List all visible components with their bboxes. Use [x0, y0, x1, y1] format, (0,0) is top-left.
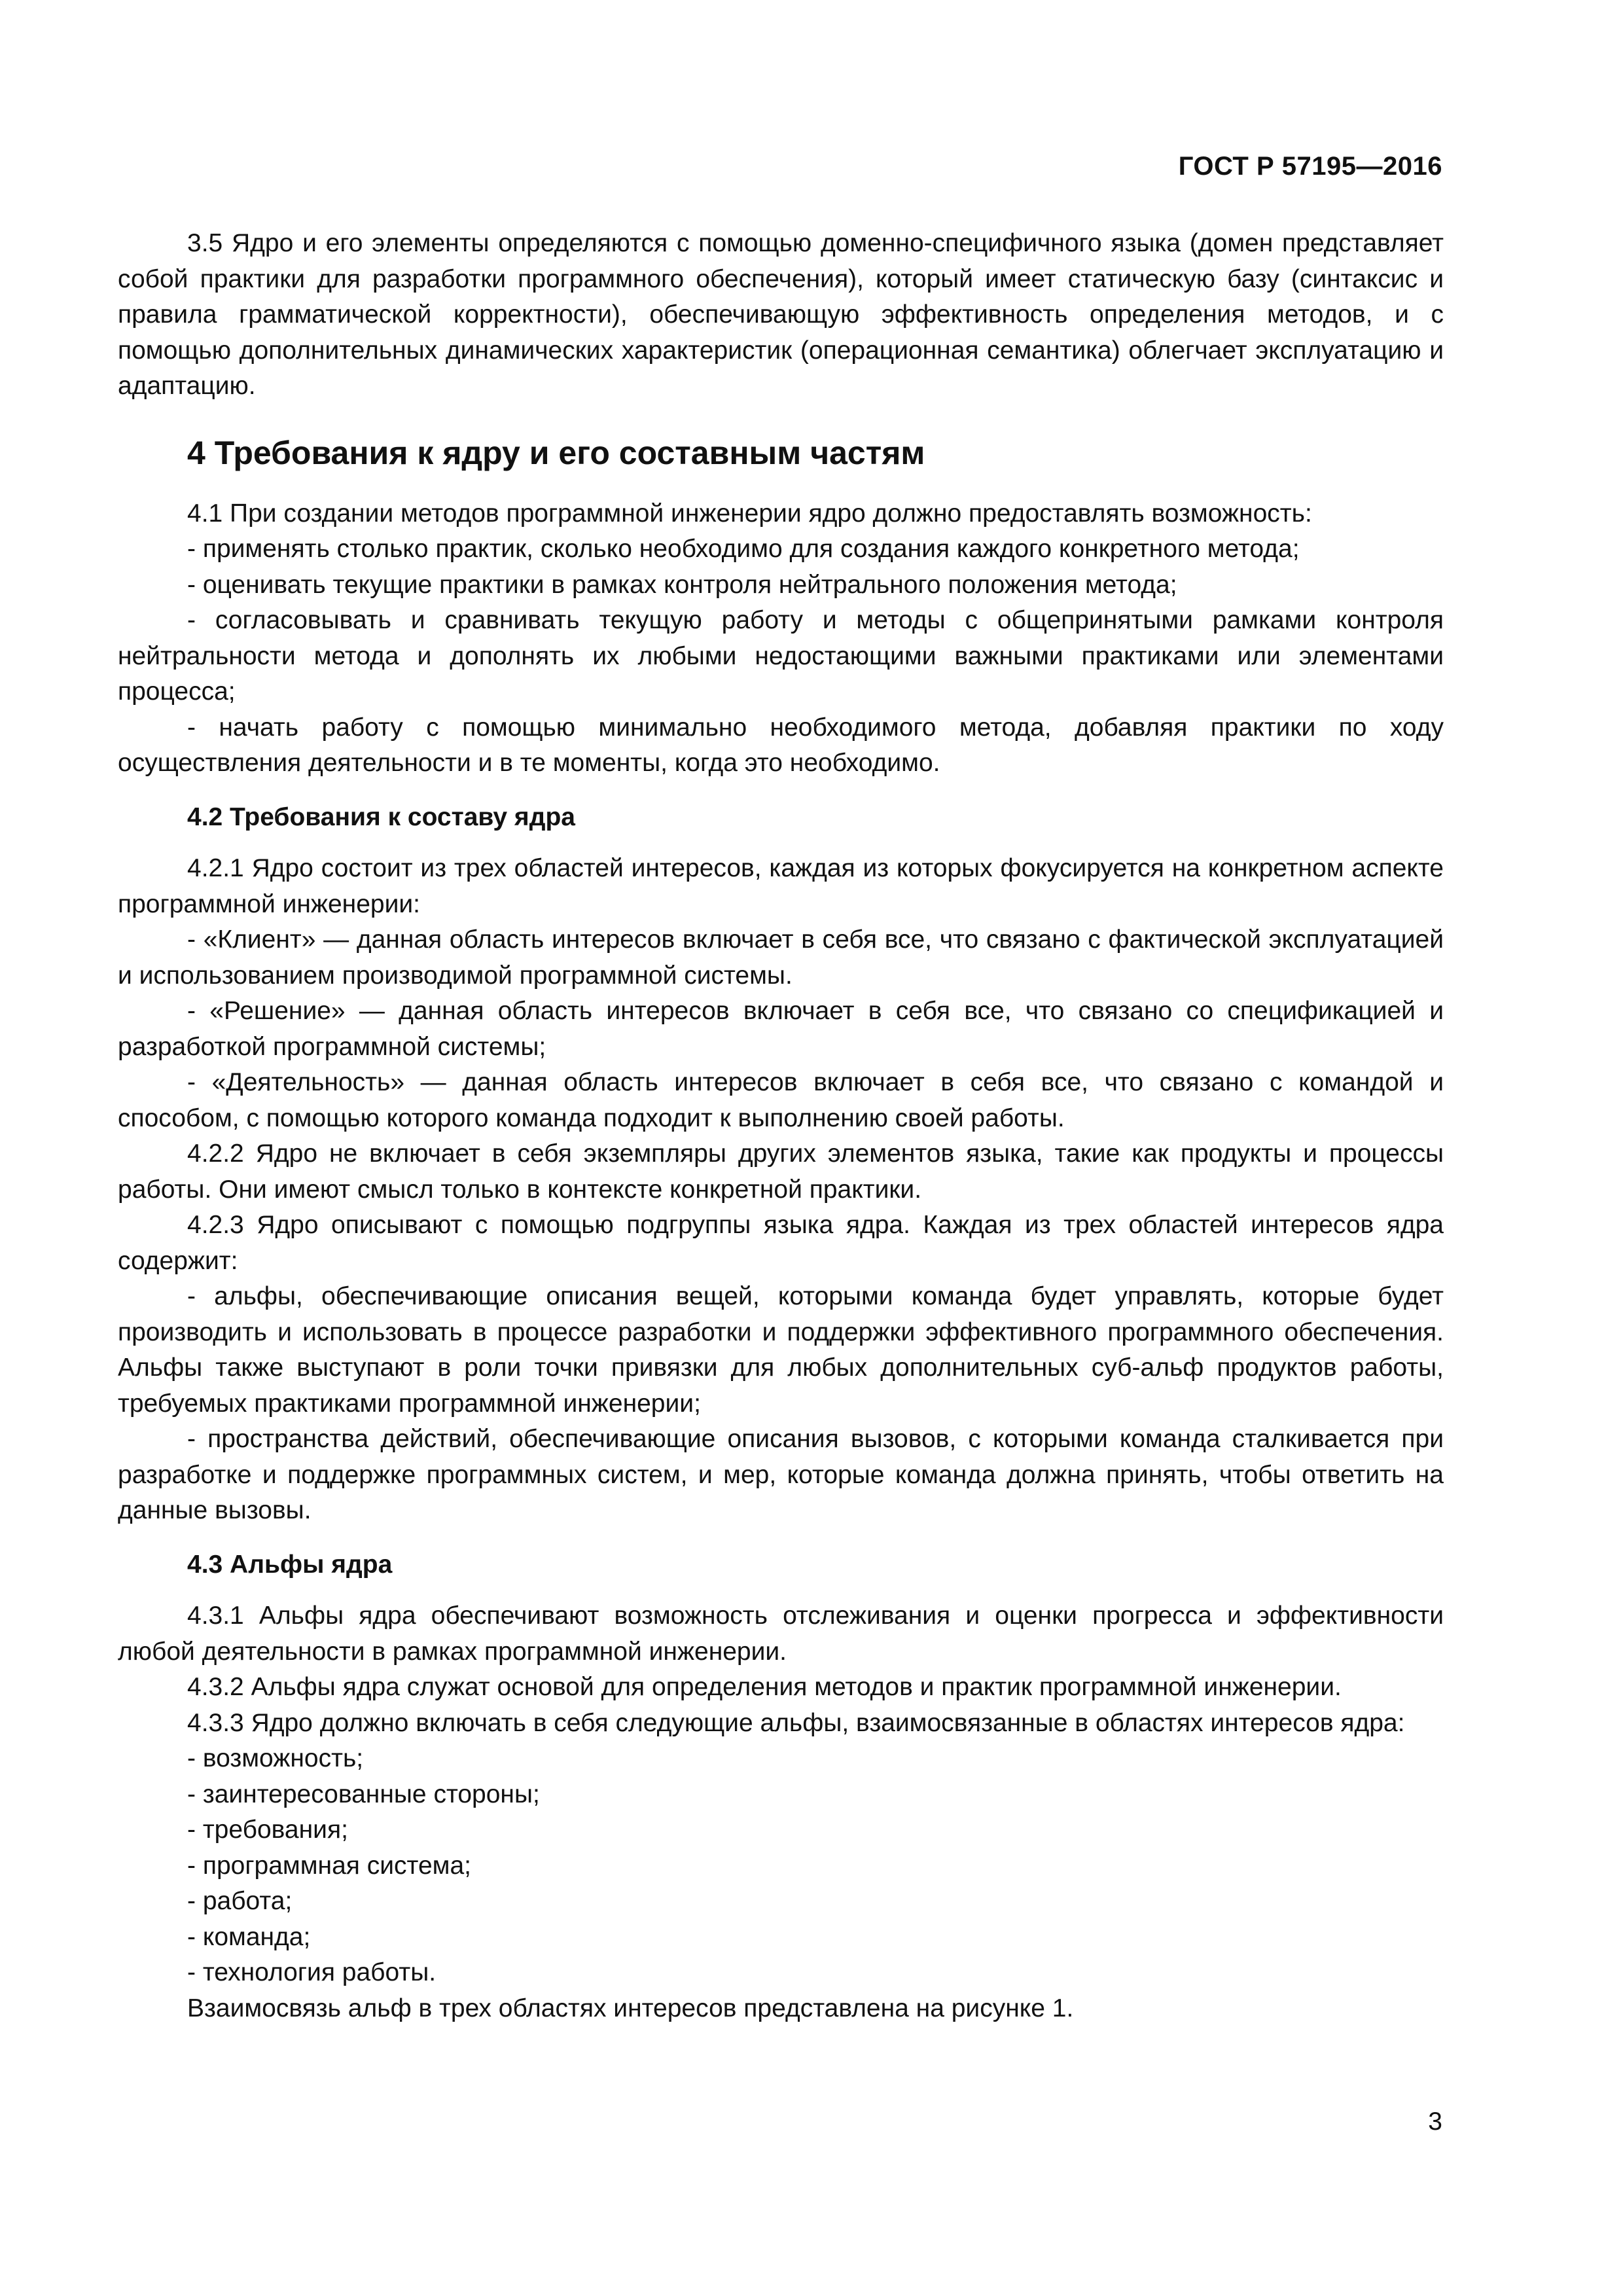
- list-item: - «Деятельность» — данная область интересов включает в себя все, что связано с командой и способом, с помощью которого команда подходит к выполнению своей работы.: [118, 1068, 1444, 1132]
- page-content: [118, 226, 1444, 2026]
- list-item: - требования;: [187, 1816, 348, 1844]
- list-item: - заинтересованные стороны;: [187, 1780, 540, 1808]
- paragraph-4-2-1: 4.2.1 Ядро состоит из трех областей интересов, каждая из которых фокусируется на конкретном аспекте программной инженерии:: [118, 854, 1444, 918]
- paragraph-3-5: 3.5 Ядро и его элементы определяются с помощью доменно-специфичного языка (домен представляет собой практики для разработки программного обеспечения), который имеет статическую базу (синтаксис и правила грамматической корректности), обеспечивающую эффективность определения методов, и с помощью дополнительных динамических характеристик (операционная семантика) облегчает эксплуатацию и адаптацию.: [118, 229, 1444, 400]
- list-item: - «Решение» — данная область интересов включает в себя все, что связано со спецификацией и разработкой программной системы;: [118, 997, 1444, 1061]
- list-item: - программная система;: [187, 1851, 471, 1880]
- list-item: - пространства действий, обеспечивающие описания вызовов, с которыми команда сталкивается при разработке и поддержке программных систем, и мер, которые команда должна принять, чтобы ответить на данные вызовы.: [118, 1425, 1444, 1524]
- paragraph-4-3-2: 4.3.2 Альфы ядра служат основой для определения методов и практик программной инженерии.: [187, 1673, 1342, 1701]
- paragraph-4-1: 4.1 При создании методов программной инженерии ядро должно предоставлять возможность:: [187, 499, 1312, 528]
- list-item: - работа;: [187, 1887, 293, 1915]
- paragraph-4-3-3: 4.3.3 Ядро должно включать в себя следующие альфы, взаимосвязанные в областях интересов ядра:: [187, 1708, 1405, 1737]
- list-item: - альфы, обеспечивающие описания вещей, которыми команда будет управлять, которые будет производить и использовать в процессе разработки и поддержки эффективного программного обеспечения. Альфы также выступают в роли точки привязки для любых дополнительных суб-альф продуктов работы, требуемых практиками программной инженерии;: [118, 1282, 1444, 1418]
- subsection-4-2-heading: 4.2 Требования к составу ядра: [187, 802, 575, 831]
- paragraph-figure-reference: Взаимосвязь альф в трех областях интересов представлена на рисунке 1.: [187, 1994, 1074, 2022]
- list-item: - «Клиент» — данная область интересов включает в себя все, что связано с фактической эксплуатацией и использованием производимой программной системы.: [118, 925, 1444, 990]
- paragraph-4-2-2: 4.2.2 Ядро не включает в себя экземпляры других элементов языка, такие как продукты и процессы работы. Они имеют смысл только в контексте конкретной практики.: [118, 1139, 1444, 1204]
- list-item: - оценивать текущие практики в рамках контроля нейтрального положения метода;: [187, 570, 1177, 599]
- subsection-4-3-heading: 4.3 Альфы ядра: [187, 1550, 393, 1579]
- list-item: - возможность;: [187, 1744, 364, 1772]
- list-item: - согласовывать и сравнивать текущую работу и методы с общепринятыми рамками контроля нейтральности метода и дополнять их любыми недостающими важными практиками или элементами процесса;: [118, 606, 1444, 706]
- standard-header: ГОСТ Р 57195—2016: [1178, 152, 1442, 181]
- page-number: 3: [1428, 2108, 1442, 2136]
- list-item: - команда;: [187, 1922, 311, 1951]
- section-4-heading: 4 Требования к ядру и его составным частям: [187, 434, 925, 471]
- list-item: - технология работы.: [187, 1958, 437, 1986]
- paragraph-4-2-3: 4.2.3 Ядро описывают с помощью подгруппы языка ядра. Каждая из трех областей интересов ядра содержит:: [118, 1211, 1444, 1275]
- list-item: - начать работу с помощью минимально необходимого метода, добавляя практики по ходу осуществления деятельности и в те моменты, когда это необходимо.: [118, 713, 1444, 777]
- list-item: - применять столько практик, сколько необходимо для создания каждого конкретного метода;: [187, 535, 1300, 563]
- paragraph-4-3-1: 4.3.1 Альфы ядра обеспечивают возможность отслеживания и оценки прогресса и эффективности любой деятельности в рамках программной инженерии.: [118, 1602, 1444, 1666]
